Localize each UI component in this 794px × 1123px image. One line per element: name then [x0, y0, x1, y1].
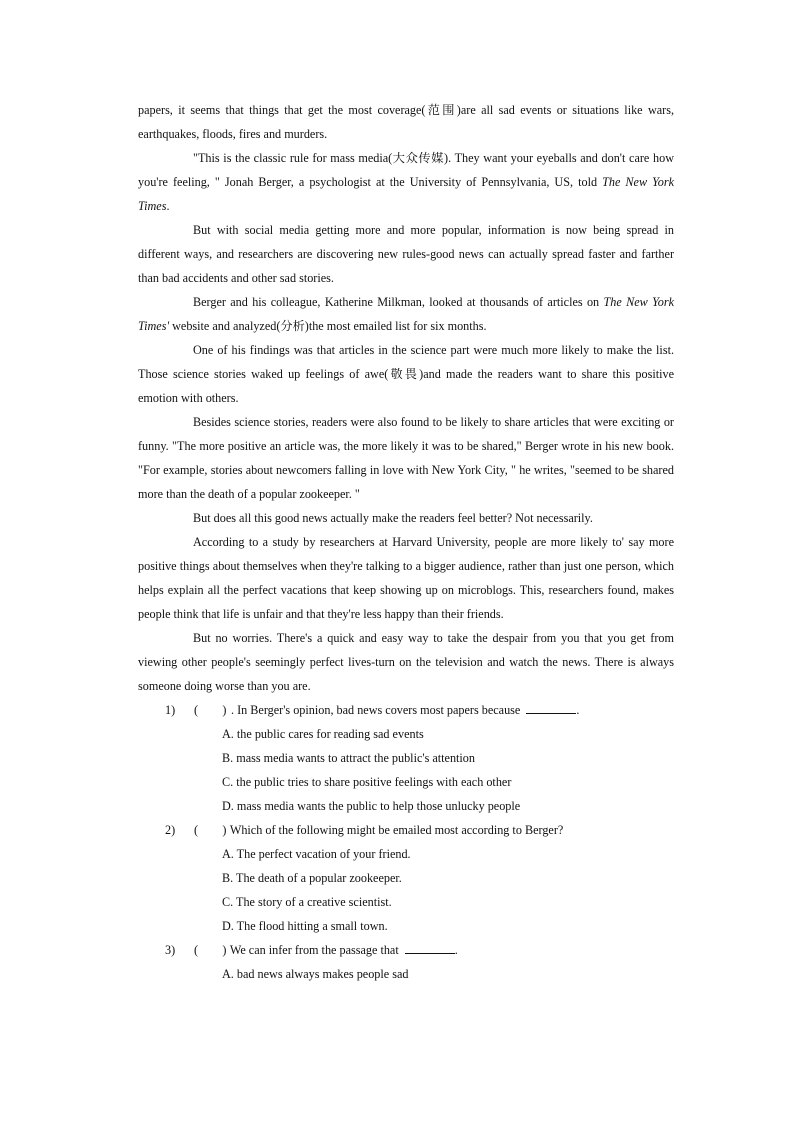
- question-number: 2): [165, 823, 176, 837]
- question-number: 1): [165, 703, 176, 717]
- question-text: . In Berger's opinion, bad news covers most papers because .: [231, 703, 580, 717]
- question-number: 3): [165, 943, 176, 957]
- answer-bracket: ( ): [194, 823, 227, 837]
- answer-bracket: ( ): [194, 703, 227, 717]
- paragraph-3: But with social media getting more and more popular, information is now being spread in different ways, and researchers are discovering new rules-good news can actually spread faster and farther than bad accidents and other sad stories.: [138, 223, 674, 285]
- question-1: [138, 698, 674, 722]
- paragraph-1: papers, it seems that things that get the most coverage(范围)are all sad events or situations like wars, earthquakes, floods, fires and murders.: [138, 103, 674, 141]
- question-2: [138, 818, 674, 842]
- option: C. The story of a creative scientist.: [222, 895, 392, 909]
- paragraph-4: [138, 290, 674, 338]
- paragraph-9: But no worries. There's a quick and easy way to take the despair from you that you get from viewing other people's seemingly perfect lives-turn on the television and watch the news. There is always someone doing worse than you are.: [138, 631, 674, 693]
- answer-blank: [405, 941, 455, 954]
- document-page: [138, 98, 674, 986]
- paragraph-4-text: Berger and his colleague, Katherine Milkman, looked at thousands of articles on: [193, 295, 604, 309]
- question-stem: . In Berger's opinion, bad news covers most papers because: [231, 703, 521, 717]
- paragraph-6: Besides science stories, readers were also found to be likely to share articles that were exciting or funny. "The more positive an article was, the more likely it was to be shared," Berger wrote in his new book. "For example, stories about newcomers falling in love with New York City, " he writes, "seemed to be shared more than the death of a popular zookeeper. ": [138, 415, 674, 501]
- option: A. The perfect vacation of your friend.: [222, 847, 411, 861]
- answer-blank: [526, 701, 576, 714]
- paragraph-2-text: "This is the classic rule for mass media(大众传媒). They want your eyeballs and don't care how you're feeling, " Jonah Berger, a psychologist at the University of Pennsylvania, US, told: [138, 151, 674, 189]
- question-text: Which of the following might be emailed most according to Berger?: [227, 823, 564, 837]
- newspaper-title: The New York Times: [138, 175, 675, 213]
- answer-bracket: ( ): [194, 943, 227, 957]
- paragraph-7: But does all this good news actually make the readers feel better? Not necessarily.: [193, 511, 593, 525]
- question-stem: We can infer from the passage that: [227, 943, 399, 957]
- option: C. the public tries to share positive feelings with each other: [222, 775, 512, 789]
- paragraph-4-end: website and analyzed(分析)the most emailed list for six months.: [169, 319, 487, 333]
- option: B. The death of a popular zookeeper.: [222, 871, 402, 885]
- paragraph-2-end: .: [166, 199, 170, 213]
- paragraph-5: One of his findings was that articles in the science part were much more likely to make the list. Those science stories waked up feelings of awe(敬畏)and made the readers want to share this positive emotion with others.: [138, 343, 674, 405]
- question-3: [138, 938, 674, 962]
- paragraph-8: According to a study by researchers at Harvard University, people are more likely to' say more positive things about themselves when they're talking to a bigger audience, rather than just one person, which helps explain all the perfect vacations that keep showing up on microblogs. This, researchers found, makes people think that life is unfair and that they're less happy than their friends.: [138, 535, 674, 621]
- option: A. bad news always makes people sad: [222, 967, 409, 981]
- paragraph-2: [138, 146, 674, 218]
- option: D. The flood hitting a small town.: [222, 919, 388, 933]
- option: D. mass media wants the public to help those unlucky people: [222, 799, 521, 813]
- option: A. the public cares for reading sad events: [222, 727, 424, 741]
- question-text: We can infer from the passage that .: [227, 943, 458, 957]
- newspaper-title: The New York Times': [138, 295, 674, 333]
- option: B. mass media wants to attract the public's attention: [222, 751, 475, 765]
